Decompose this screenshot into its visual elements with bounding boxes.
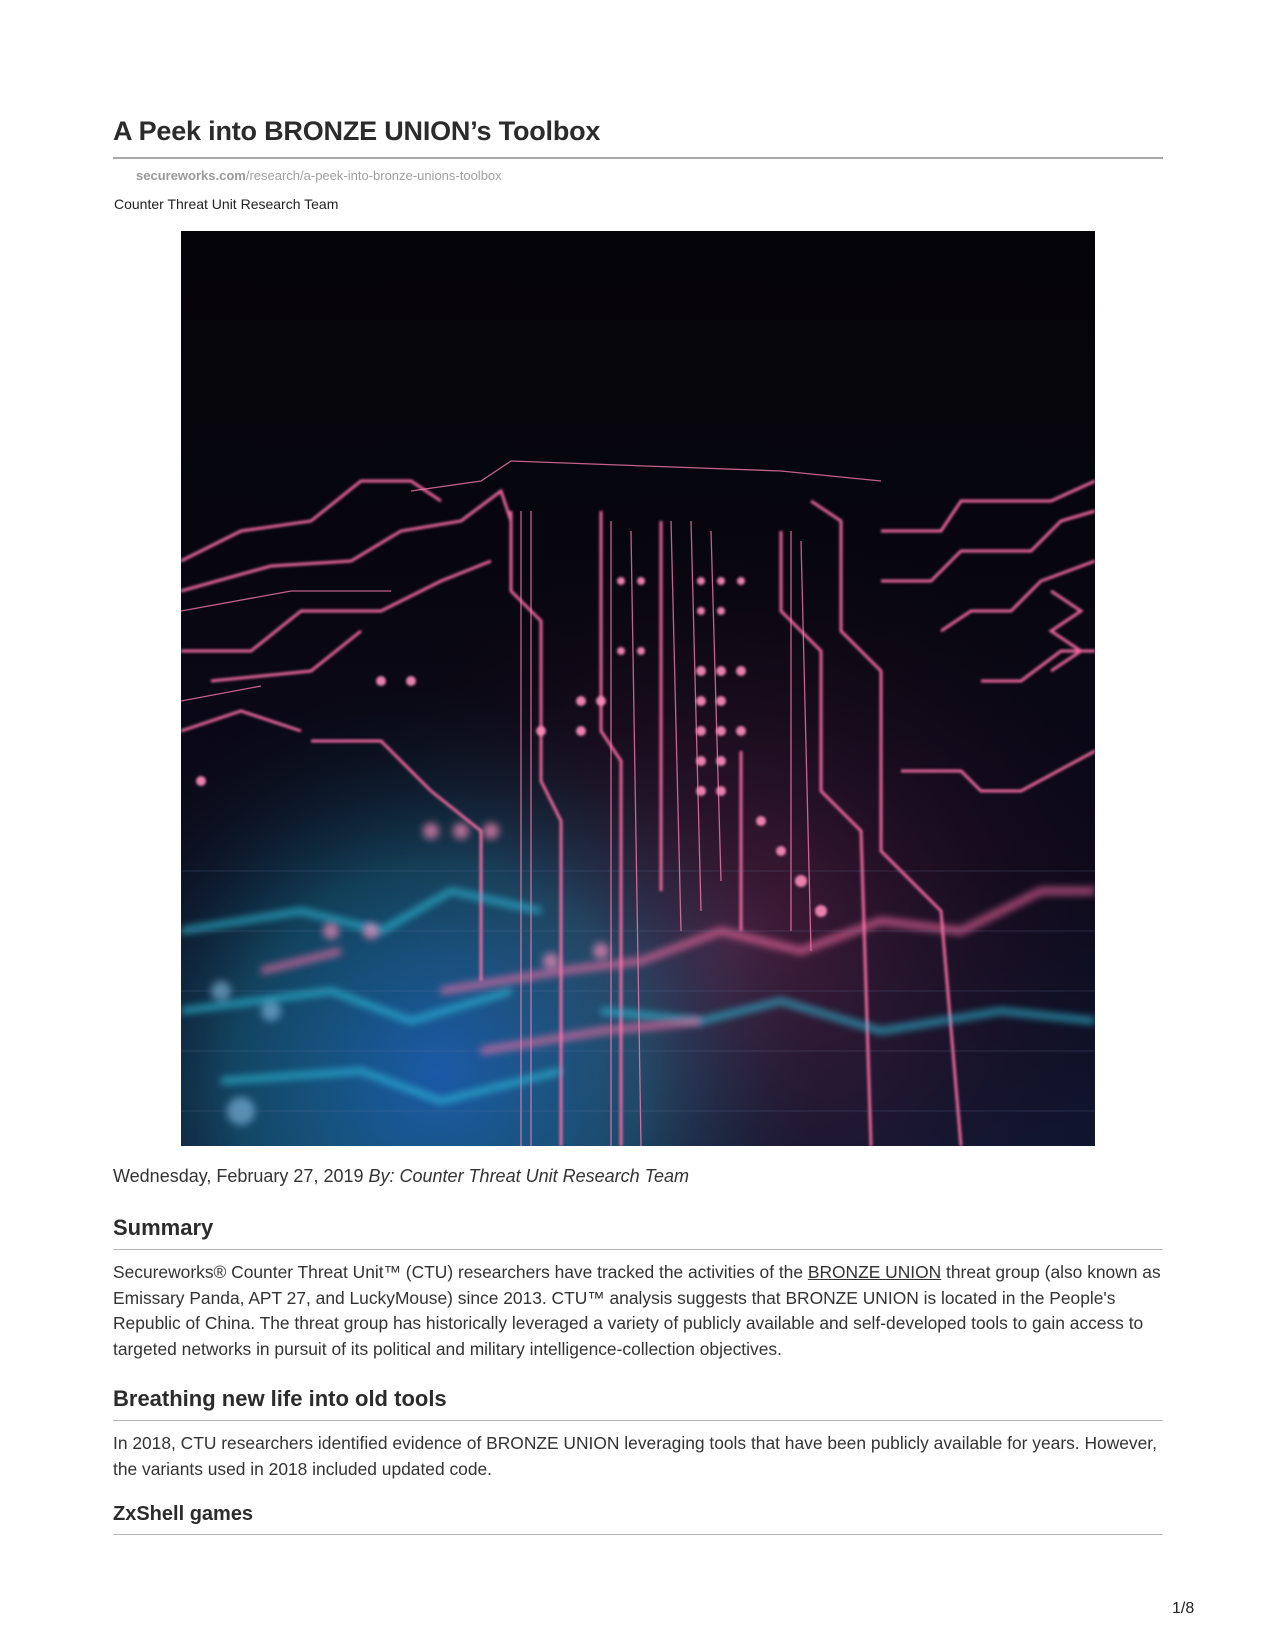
breathing-paragraph: In 2018, CTU researchers identified evidence of BRONZE UNION leveraging tools that have been publicly available for years. However, the variants used in 2018 included updated code.	[113, 1433, 1157, 1479]
article-title: A Peek into BRONZE UNION’s Toolbox	[113, 116, 601, 146]
byline: By: Counter Threat Unit Research Team	[368, 1166, 689, 1186]
url-path: /research/a-peek-into-bronze-unions-toolbox	[245, 168, 502, 183]
title-divider	[113, 157, 1163, 159]
breathing-divider	[113, 1420, 1163, 1421]
summary-text-start: Secureworks® Counter Threat Unit™ (CTU) researchers have tracked the activities of the	[113, 1262, 808, 1282]
page-number: 1/8	[1172, 1600, 1195, 1617]
circuit-board-graphic	[181, 231, 1095, 1146]
heading-breathing-new-life: Breathing new life into old tools	[113, 1386, 447, 1411]
zxshell-divider	[113, 1534, 1163, 1535]
article-dateline	[113, 1166, 689, 1187]
summary-divider	[113, 1249, 1163, 1250]
url-domain: secureworks.com	[136, 168, 246, 183]
publish-date: Wednesday, February 27, 2019	[113, 1166, 364, 1186]
summary-paragraph	[113, 1260, 1163, 1362]
circuit-board-image	[181, 231, 1095, 1146]
author-name: Counter Threat Unit Research Team	[114, 196, 339, 212]
summary-text-end: threat group (also known as Emissary Panda, APT 27, and LuckyMouse) since 2013. CTU™ analysis suggests that BRONZE UNION is located in the People's Republic of China. The threat group has historically leveraged a variety of publicly available and self-developed tools to gain access to targeted networks in pursuit of its political and military intelligence-collection objectives.	[113, 1262, 1161, 1359]
heading-summary: Summary	[113, 1215, 214, 1240]
source-url[interactable]	[136, 168, 502, 183]
bronze-union-link[interactable]: BRONZE UNION	[807, 1262, 942, 1282]
heading-zxshell-games: ZxShell games	[113, 1503, 254, 1525]
